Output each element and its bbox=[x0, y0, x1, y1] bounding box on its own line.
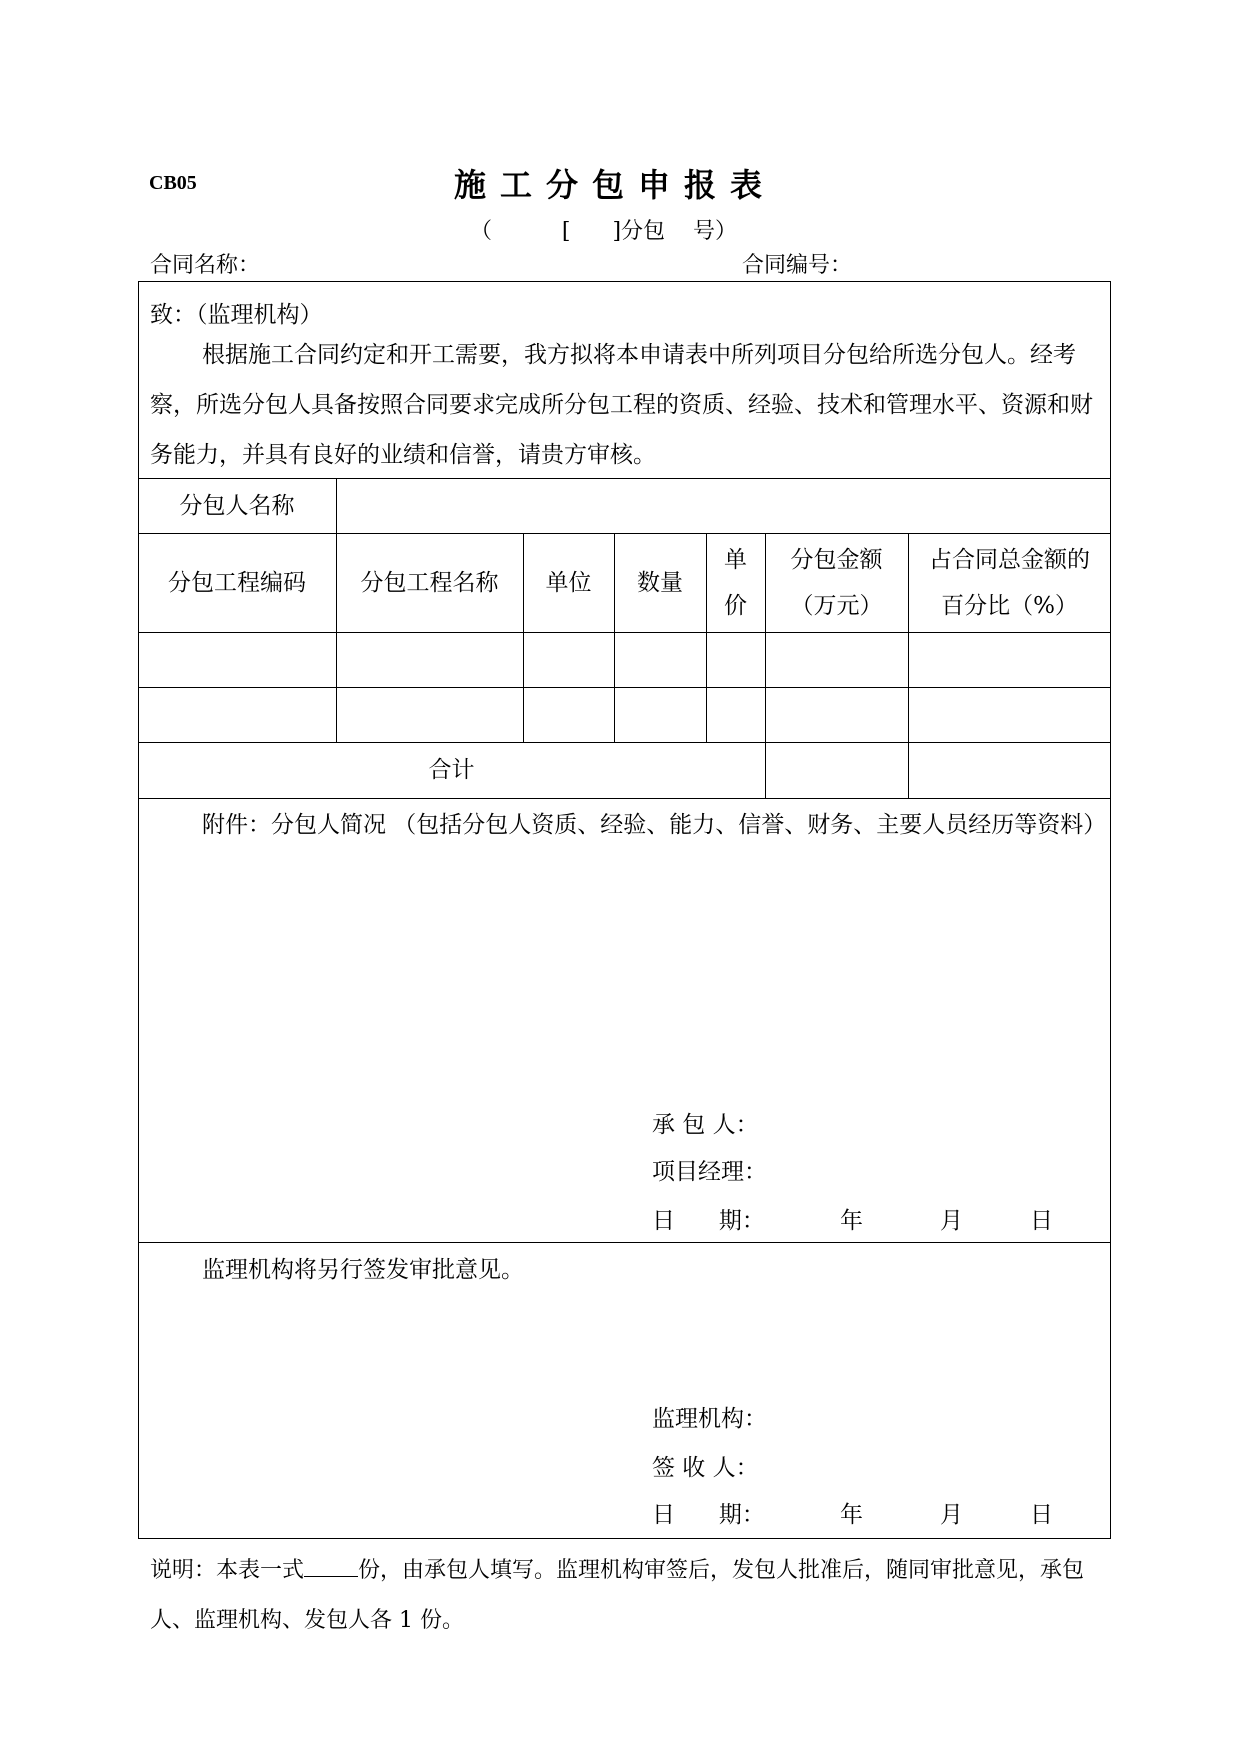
header-amount-line1: 分包金额 bbox=[790, 546, 883, 573]
header-name: 分包工程名称 bbox=[360, 569, 499, 596]
attachment-text: 附件：分包人简况 （包括分包人资质、经验、能力、信誉、财务、主要人员经历等资料） bbox=[202, 812, 1107, 838]
supervisor-month-label: 月 bbox=[940, 1502, 963, 1528]
contractor-date-label: 日 期： bbox=[652, 1208, 765, 1234]
header-amount-line2: （万元） bbox=[790, 592, 883, 619]
contract-no-label: 合同编号： bbox=[742, 253, 853, 278]
contractor-day-label: 日 bbox=[1030, 1208, 1053, 1234]
header-amount bbox=[765, 533, 908, 632]
receiver-label: 签 收 人： bbox=[652, 1455, 759, 1481]
header-percentage-line2: 百分比（%） bbox=[941, 592, 1078, 619]
section-divider bbox=[138, 1242, 1111, 1243]
table-bottom-line bbox=[138, 798, 1111, 799]
intro-paragraph: 根据施工合同约定和开工需要，我方拟将本申请表中所列项目分包给所选分包人。经考察，所选分包人具备按照合同要求完成所分包工程的资质、经验、技术和管理水平、资源和财务能力，并具有良好的业绩和信誉，请贵方审核。 bbox=[150, 342, 1093, 468]
table-row[interactable] bbox=[139, 633, 1109, 686]
supervisor-day-label: 日 bbox=[1030, 1502, 1053, 1528]
contract-name-label: 合同名称： bbox=[150, 253, 261, 278]
supervisor-date-label: 日 期： bbox=[652, 1502, 765, 1528]
copies-blank[interactable] bbox=[304, 1554, 358, 1577]
table-row[interactable] bbox=[139, 688, 1109, 741]
header-percentage bbox=[908, 533, 1111, 632]
total-amount-field[interactable] bbox=[766, 743, 907, 797]
contractor-year-label: 年 bbox=[840, 1208, 863, 1234]
header-qty: 数量 bbox=[637, 569, 683, 596]
supervisor-year-label: 年 bbox=[840, 1502, 863, 1528]
contractor-label: 承 包 人： bbox=[652, 1112, 759, 1138]
note-prefix: 说明：本表一式 bbox=[150, 1558, 305, 1583]
note-suffix: 份，由承包人填写。监理机构审签后，发包人批准后，随同审批意见，承包人、监理机构、发包人各 1 份。 bbox=[150, 1558, 1085, 1633]
form-code: CB05 bbox=[149, 172, 197, 194]
page-title: 施工分包申报表 bbox=[454, 166, 777, 204]
project-manager-label: 项目经理： bbox=[652, 1159, 767, 1185]
supervisor-org-label: 监理机构： bbox=[652, 1406, 767, 1432]
subcontractor-name-label: 分包人名称 bbox=[179, 492, 295, 519]
header-unit-price-line1: 单 bbox=[724, 546, 747, 573]
header-percentage-line1: 占合同总金额的 bbox=[929, 546, 1090, 573]
form-subtitle: （ [ ]分包 号） bbox=[470, 219, 738, 244]
footer-note bbox=[150, 1546, 1110, 1646]
contractor-month-label: 月 bbox=[940, 1208, 963, 1234]
total-percentage-field[interactable] bbox=[909, 743, 1109, 797]
total-label: 合计 bbox=[428, 757, 475, 783]
header-unit-price bbox=[706, 533, 765, 632]
header-unit-price-line2: 价 bbox=[724, 592, 747, 619]
addressee: 致：（监理机构） bbox=[150, 302, 323, 328]
header-code: 分包工程编码 bbox=[168, 569, 306, 596]
subcontractor-name-field[interactable] bbox=[337, 479, 1109, 532]
header-unit: 单位 bbox=[545, 569, 592, 596]
supervisor-note: 监理机构将另行签发审批意见。 bbox=[202, 1257, 524, 1283]
